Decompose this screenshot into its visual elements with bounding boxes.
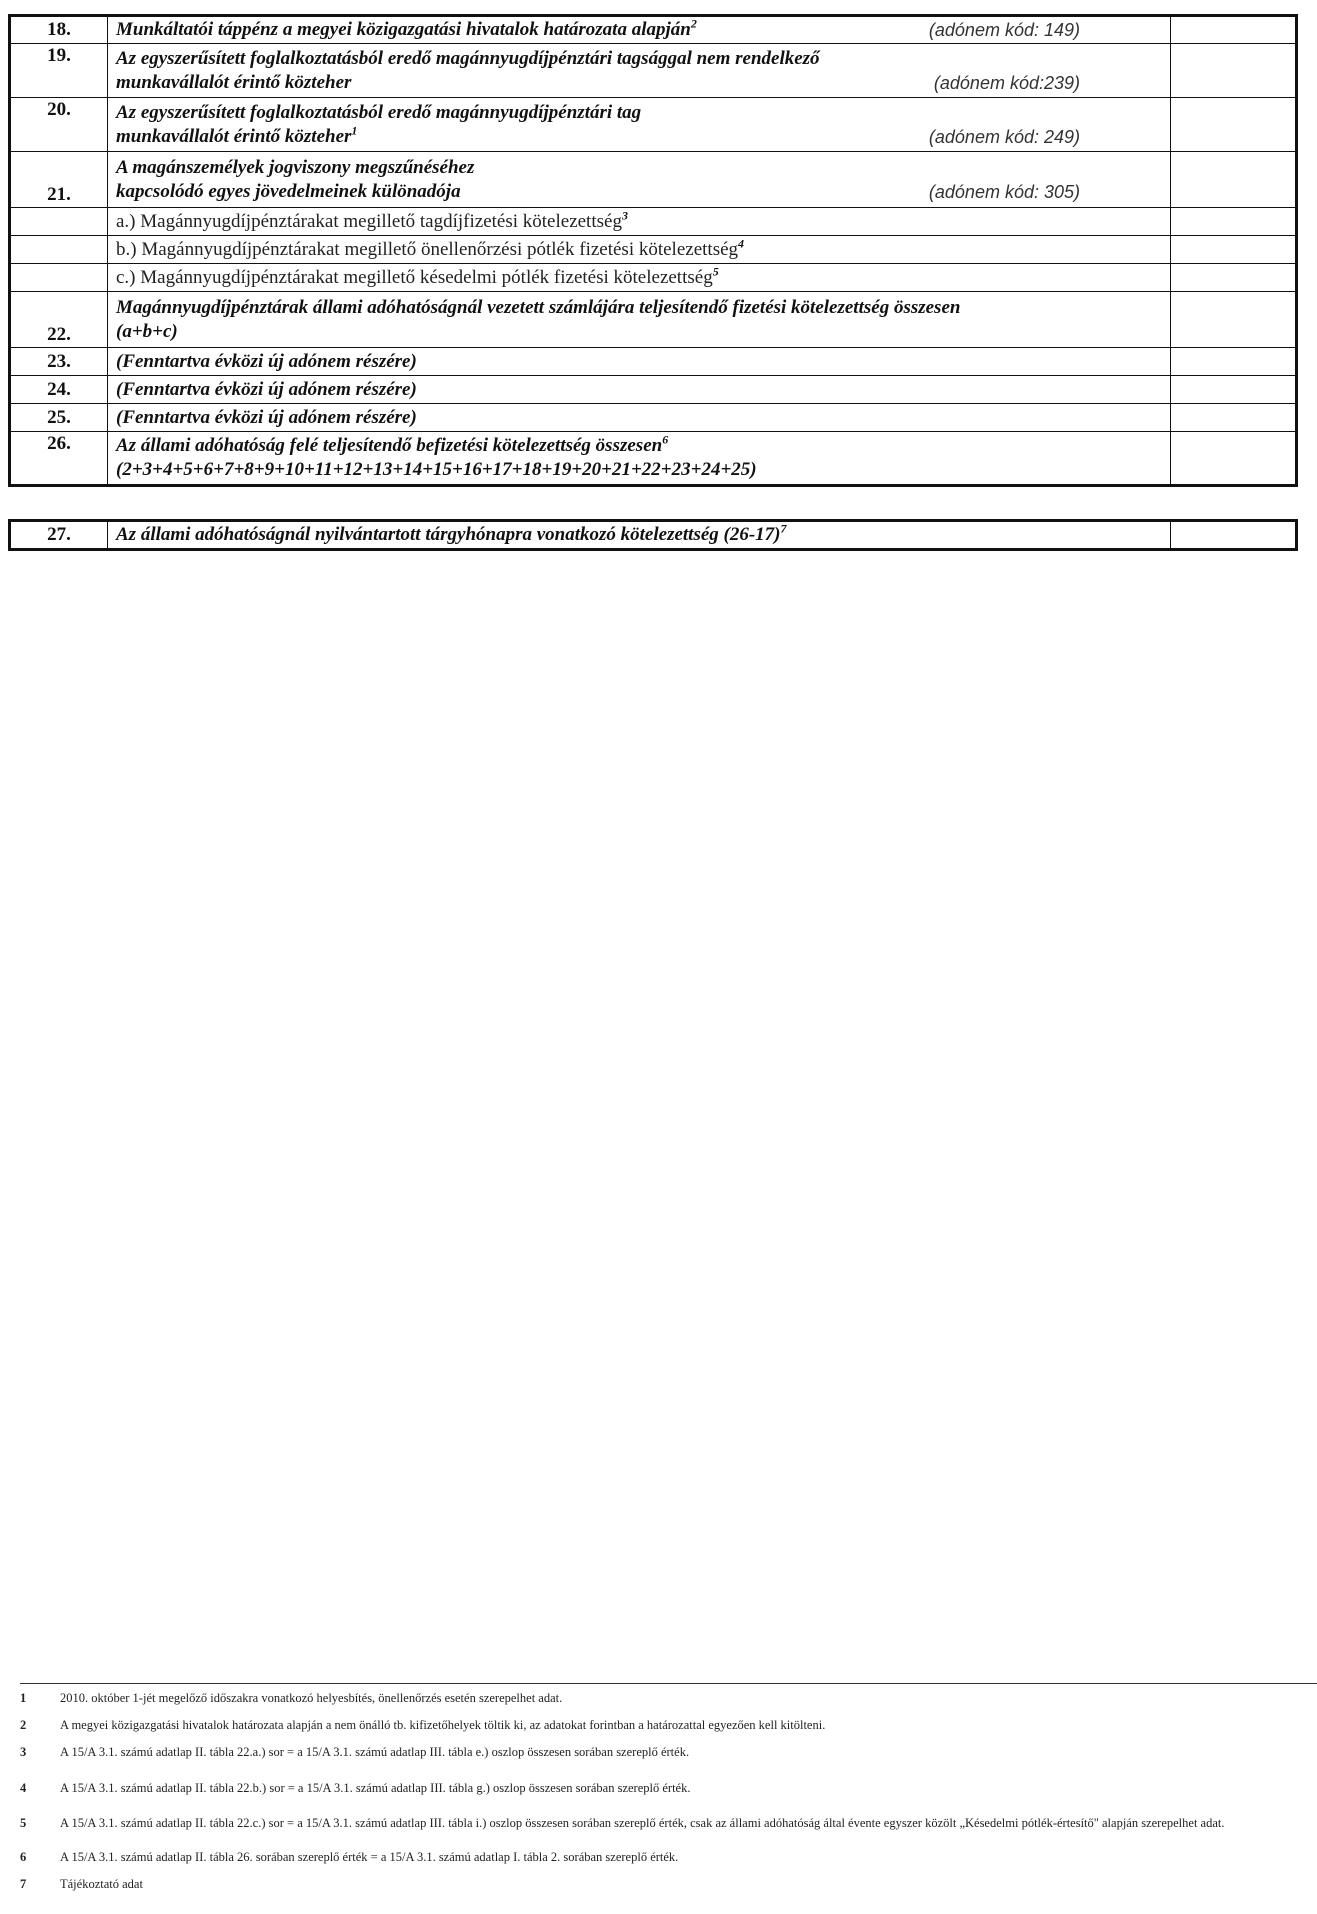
footnote-ref: 6	[662, 432, 669, 447]
table-row	[10, 404, 1297, 432]
row-label: A magánszemélyek jogviszony megszűnéséhez (adónem kód: 305) kapcsolódó egyes jövedelmeinek különadója	[108, 152, 1171, 208]
footnote: 7 Tájékoztató adat	[20, 1877, 143, 1891]
value-cell[interactable]	[1171, 376, 1297, 404]
tax-code: (adónem kód: 249)	[928, 126, 1080, 147]
footnote: 2 A megyei közigazgatási hivatalok határozata alapján a nem önálló tb. kifizetőhelyek töltik ki, az adatokat forintban a határozattal egyezően kell kitölteni.	[20, 1718, 826, 1732]
row-label: Az állami adóhatóságnál nyilvántartott tárgyhónapra vonatkozó kötelezettség $(26-17)^7$	[108, 521, 1171, 550]
footnote-ref: 1	[351, 123, 358, 138]
row-label: Magánnyugdíjpénztárak állami adóhatóságnál vezetett számlájára teljesítendő fizetési kötelezettség összesen (a+b+c)	[108, 292, 1171, 348]
value-cell[interactable]	[1171, 404, 1297, 432]
row-number: 23.	[10, 348, 108, 376]
row-label: Az egyszerűsített foglalkoztatásból eredő magánnyugdíjpénztári tagsággal nem rendelkező (adónem kód:239) munkavállalót érintő közteher	[108, 44, 1171, 98]
row-label: a.) Magánnyugdíjpénztárakat megillető tagdíjfizetési kötelezettség$^3$	[108, 208, 1171, 236]
footnote: 5 A 15/A 3.1. számú adatlap II. tábla 22.c.) sor = a 15/A 3.1. számú adatlap III. tábla i.) oszlop összesen sorában szereplő érték, csak az állami adóhatóság által évente egyszer közölt „Késedelmi pótlék-értesítő" alapján szerepelhet adat.	[20, 1816, 1225, 1830]
tax-code: (adónem kód:239)	[933, 72, 1080, 93]
row-label: b.) Magánnyugdíjpénztárakat megillető önellenőrzési pótlék fizetési kötelezettség$^4$	[108, 236, 1171, 264]
row-number: 24.	[10, 376, 108, 404]
row-number	[10, 236, 108, 264]
value-cell[interactable]	[1171, 208, 1297, 236]
row-label: Az egyszerűsített foglalkoztatásból eredő magánnyugdíjpénztári tag (adónem kód: 249) munkavállalót érintő közteher$^1$	[108, 98, 1171, 152]
row-number	[10, 208, 108, 236]
value-cell[interactable]	[1171, 152, 1297, 208]
row-number: 25.	[10, 404, 108, 432]
row-number: 20.	[10, 98, 108, 152]
tax-form-table	[8, 14, 1298, 487]
table-row	[10, 432, 1297, 486]
row-number: 27.	[10, 521, 108, 550]
row-number: 18.	[10, 16, 108, 44]
footnote-ref: 5	[712, 264, 719, 279]
table-row	[10, 152, 1297, 208]
value-cell[interactable]	[1171, 98, 1297, 152]
footnote-ref: 2	[690, 16, 697, 31]
value-cell[interactable]	[1171, 16, 1297, 44]
footnote-ref: 7	[780, 521, 787, 536]
table-row	[10, 521, 1297, 550]
value-cell[interactable]	[1171, 264, 1297, 292]
table-row	[10, 44, 1297, 98]
table-row	[10, 236, 1297, 264]
row-27-table	[8, 519, 1298, 551]
row-number: 22.	[10, 292, 108, 348]
table-row	[10, 292, 1297, 348]
footnote-separator	[20, 1683, 1317, 1684]
footnote: 3 A 15/A 3.1. számú adatlap II. tábla 22.a.) sor = a 15/A 3.1. számú adatlap III. tábla e.) oszlop összesen sorában szereplő érték.	[20, 1745, 690, 1759]
row-label: (adónem kód: 149) Munkáltatói táppénz a megyei közigazgatási hivatalok határozata alapján$^2$	[108, 16, 1171, 44]
value-cell[interactable]	[1171, 236, 1297, 264]
row-number: 21.	[10, 152, 108, 208]
table-row	[10, 376, 1297, 404]
table-row	[10, 264, 1297, 292]
footnote: 4 A 15/A 3.1. számú adatlap II. tábla 22.b.) sor = a 15/A 3.1. számú adatlap III. tábla g.) oszlop összesen sorában szereplő érték.	[20, 1781, 691, 1795]
tax-code: (adónem kód: 305)	[928, 181, 1080, 202]
table-row	[10, 208, 1297, 236]
footnote: 1 2010. október 1-jét megelőző időszakra vonatkozó helyesbítés, önellenőrzés esetén szerepelhet adat.	[20, 1691, 563, 1705]
tax-code: (adónem kód: 149)	[928, 20, 1080, 40]
footnote-ref: 4	[738, 236, 745, 251]
row-label: (Fenntartva évközi új adónem részére)	[108, 404, 1171, 432]
footnote-ref: 3	[621, 208, 628, 223]
table-row	[10, 348, 1297, 376]
value-cell[interactable]	[1171, 292, 1297, 348]
row-number: 26.	[10, 432, 108, 486]
table-row	[10, 98, 1297, 152]
row-label: Az állami adóhatóság felé teljesítendő befizetési kötelezettség összesen$^6$ (2+3+4+5+6+7+8+9+10+11+12+13+14+15+16+17+18+19+20+21+22+23+24+25)	[108, 432, 1171, 486]
row-number: 19.	[10, 44, 108, 98]
value-cell[interactable]	[1171, 44, 1297, 98]
value-cell[interactable]	[1171, 521, 1297, 550]
table-row	[10, 16, 1297, 44]
row-label: (Fenntartva évközi új adónem részére)	[108, 348, 1171, 376]
row-label: c.) Magánnyugdíjpénztárakat megillető késedelmi pótlék fizetési kötelezettség$^5$	[108, 264, 1171, 292]
row-number	[10, 264, 108, 292]
value-cell[interactable]	[1171, 348, 1297, 376]
row-label: (Fenntartva évközi új adónem részére)	[108, 376, 1171, 404]
value-cell[interactable]	[1171, 432, 1297, 486]
footnote: 6 A 15/A 3.1. számú adatlap II. tábla 26. sorában szereplő érték = a 15/A 3.1. számú adatlap I. tábla 2. sorában szereplő érték.	[20, 1850, 679, 1864]
